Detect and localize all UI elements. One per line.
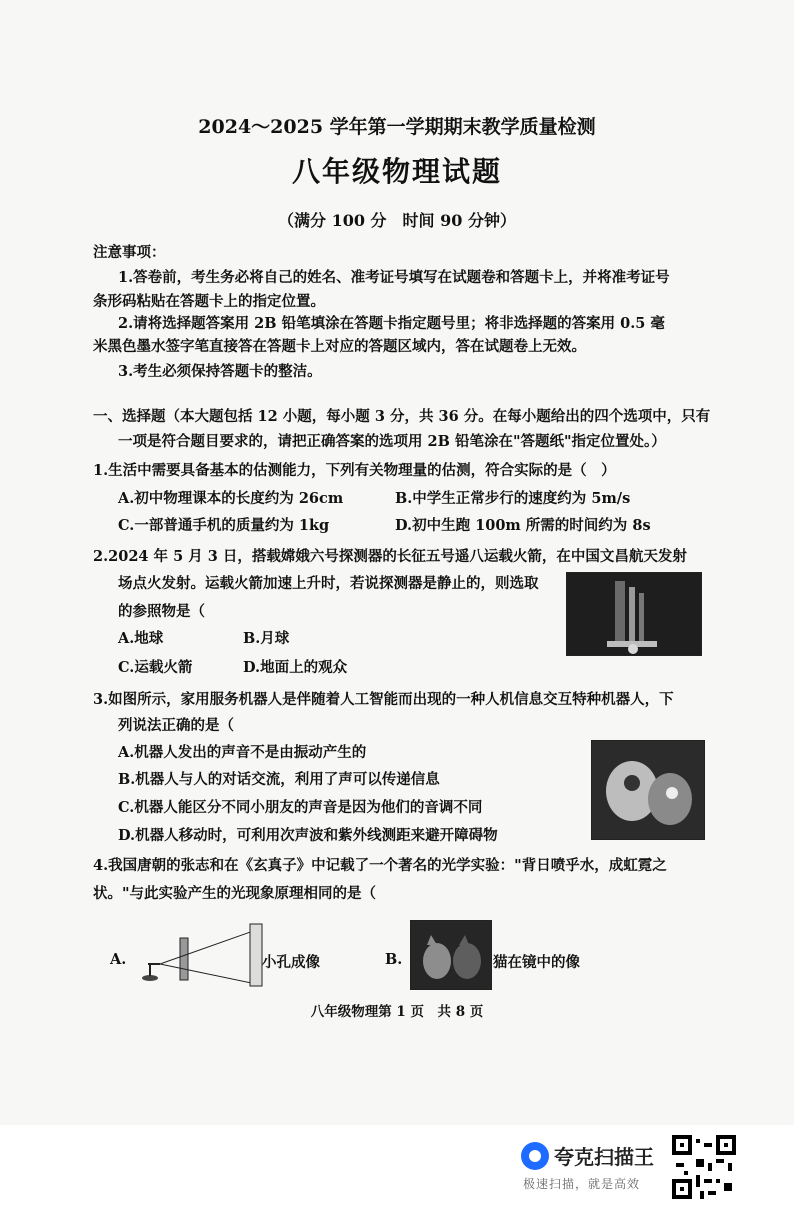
question-1-option-d: D.初中生跑 100m 所需的时间约为 8s	[395, 517, 651, 534]
score-info: （满分 100 分 时间 90 分钟）	[278, 211, 516, 230]
question-2-stem: 的参照物是（	[118, 603, 205, 620]
page-footer: 八年级物理第 1 页 共 8 页	[310, 1004, 484, 1020]
notes-item: 1.答卷前，考生务必将自己的姓名、准考证号填写在试题卷和答题卡上，并将准考证号	[118, 269, 670, 286]
pinhole-camera-diagram	[138, 920, 270, 990]
notes-item: 米黑色墨水签字笔直接答在答题卡上对应的答题区域内，答在试题卷上无效。	[93, 338, 586, 355]
question-4-option-a-label: A.	[110, 951, 127, 968]
question-1-option-a: A.初中物理课本的长度约为 26cm	[118, 490, 344, 507]
question-1-option-c: C.一部普通手机的质量约为 1kg	[118, 517, 330, 534]
question-3-stem: 3.如图所示，家用服务机器人是伴随着人工智能而出现的一种人机信息交互特种机器人，下	[93, 691, 674, 708]
section-instruction: 一项是符合题目要求的，请把正确答案的选项用 2B 铅笔涂在"答题纸"指定位置处。）	[118, 433, 666, 450]
section-heading: 一、选择题（本大题包括 12 小题，每小题 3 分，共 36 分。在每小题给出的四个选项中，只有	[93, 408, 711, 425]
scanner-slogan: 极速扫描，就是高效	[523, 1177, 641, 1191]
notes-item: 3.考生必须保持答题卡的整洁。	[118, 363, 322, 380]
question-4-stem: 4.我国唐朝的张志和在《玄真子》中记载了一个著名的光学实验："背日喷乎水，成虹霓之	[93, 857, 667, 874]
question-4-option-b-caption: 猫在镜中的像	[493, 954, 580, 971]
cat-mirror-photo	[410, 920, 492, 990]
qr-code-icon[interactable]	[672, 1135, 736, 1199]
question-2-stem: 场点火发射。运载火箭加速上升时，若说探测器是静止的，则选取	[118, 575, 539, 592]
notes-item: 条形码粘贴在答题卡上的指定位置。	[93, 293, 325, 310]
notes-item: 2.请将选择题答案用 2B 铅笔填涂在答题卡指定题号里；将非选择题的答案用 0.5 毫	[118, 315, 665, 332]
question-4-option-a-caption: 小孔成像	[262, 954, 320, 971]
scanner-watermark	[0, 1125, 794, 1210]
robot-icon	[592, 741, 704, 839]
scanner-brand: 夸克扫描王	[554, 1145, 654, 1169]
notes-heading: 注意事项：	[93, 244, 166, 261]
exam-title: 2024～2025 学年第一学期期末教学质量检测	[198, 116, 596, 138]
question-3-option-b: B.机器人与人的对话交流，利用了声可以传递信息	[118, 771, 440, 788]
question-2-stem: 2.2024 年 5 月 3 日，搭载嫦娥六号探测器的长征五号遥八运载火箭，在中国文昌航天发射	[93, 548, 687, 565]
subject-title: 八年级物理试题	[291, 155, 502, 188]
question-1-stem: 1.生活中需要具备基本的估测能力，下列有关物理量的估测，符合实际的是（ ）	[93, 462, 616, 479]
question-3-option-c: C.机器人能区分不同小朋友的声音是因为他们的音调不同	[118, 799, 483, 816]
question-3-option-a: A.机器人发出的声音不是由振动产生的	[118, 744, 367, 761]
question-2-option-c: C.运载火箭	[118, 659, 193, 676]
rocket-icon	[567, 573, 701, 655]
question-2-option-b: B.月球	[243, 630, 290, 647]
question-3-option-d: D.机器人移动时，可利用次声波和紫外线测距来避开障碍物	[118, 827, 498, 844]
question-4-stem: 状。"与此实验产生的光现象原理相同的是（	[93, 885, 377, 902]
question-3-stem: 列说法正确的是（	[118, 717, 234, 734]
pinhole-camera-icon	[138, 920, 270, 990]
robot-photo	[591, 740, 705, 840]
rocket-launch-photo	[566, 572, 702, 656]
question-2-option-d: D.地面上的观众	[243, 659, 348, 676]
scanner-logo-icon	[521, 1142, 549, 1170]
question-2-option-a: A.地球	[118, 630, 164, 647]
question-1-option-b: B.中学生正常步行的速度约为 5m/s	[395, 490, 631, 507]
cat-icon	[411, 921, 491, 989]
question-4-option-b-label: B.	[385, 951, 403, 968]
